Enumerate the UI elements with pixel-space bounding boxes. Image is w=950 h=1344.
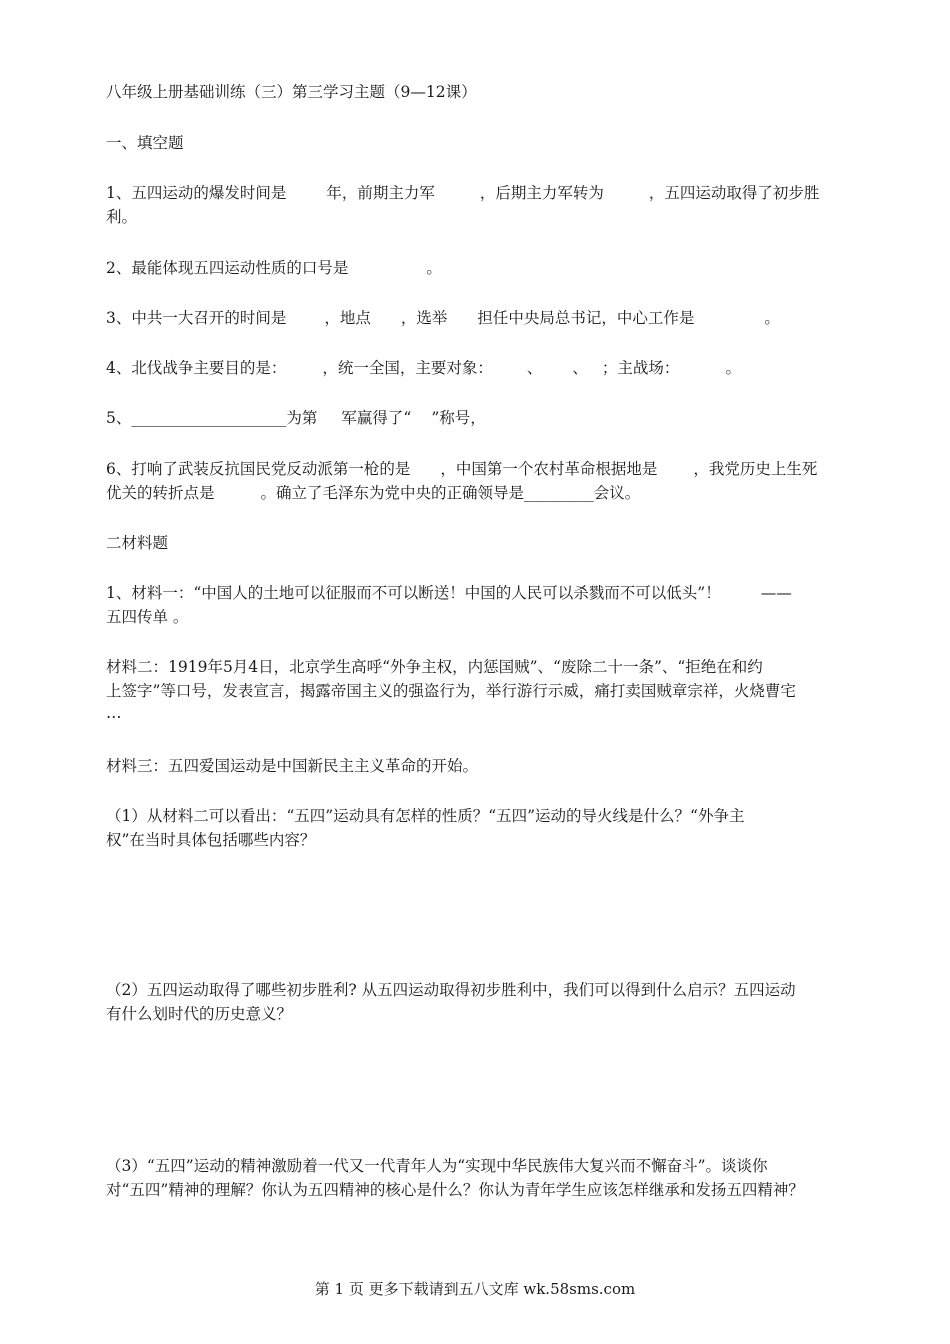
- q1-part-d: ，五四运动取得了初步胜: [648, 184, 820, 202]
- q4-part-c: 、: [526, 359, 543, 377]
- q1-part-a: 1、五四运动的爆发时间是: [106, 184, 287, 202]
- q6-part-d: 优关的转折点是: [106, 484, 215, 502]
- question-3: [106, 306, 866, 330]
- question-4: [106, 356, 866, 380]
- section-heading-material: 二材料题: [106, 534, 169, 552]
- material-1-line-1: [106, 581, 866, 605]
- q4-part-a: 4、北伐战争主要目的是：: [106, 359, 287, 377]
- q1-part-b: 年，前期主力军: [326, 184, 435, 202]
- sub-question-1-line-2: 权”在当时具体包括哪些内容？: [106, 831, 316, 849]
- q4-part-b: ，统一全国，主要对象：: [322, 359, 493, 377]
- question-2: [106, 256, 866, 280]
- q2-part-a: 2、最能体现五四运动性质的口号是: [106, 259, 349, 277]
- document-title: 八年级上册基础训练（三）第三学习主题（9—12课）: [106, 83, 477, 101]
- q6-part-c: ，我党历史上生死: [693, 460, 818, 478]
- q4-part-e: ；主战场：: [601, 359, 680, 377]
- q3-part-a: 3、中共一大召开的时间是: [106, 309, 287, 327]
- sub-question-2-line-2: 有什么划时代的历史意义？: [106, 1005, 293, 1023]
- q6-part-b: ，中国第一个农村革命根据地是: [440, 460, 658, 478]
- sub-question-2-line-1: （2）五四运动取得了哪些初步胜利? 从五四运动取得初步胜利中，我们可以得到什么启示？五四运动: [106, 981, 796, 999]
- question-6-line-1: [106, 457, 866, 481]
- material-1-line-2: 五四传单 。: [106, 608, 189, 626]
- q3-part-e: 。: [764, 309, 780, 327]
- sub-question-3-line-1: （3）“五四”运动的精神激励着一代又一代青年人为“实现中华民族伟大复兴而不懈奋斗”。谈谈你: [106, 1157, 768, 1175]
- sub-question-1-line-1: （1）从材料二可以看出：“五四”运动具有怎样的性质？“五四”运动的导火线是什么？“外争主: [106, 807, 745, 825]
- page-footer: 第 1 页 更多下载请到五八文库 wk.58sms.com: [314, 1280, 636, 1298]
- q3-part-d: 担任中央局总书记，中心工作是: [477, 309, 695, 327]
- section-heading-fill-blank: 一、填空题: [106, 134, 184, 152]
- question-1-line-2: 利。: [106, 208, 138, 226]
- material-3: 材料三：五四爱国运动是中国新民主主义革命的开始。: [106, 757, 479, 775]
- material-2-line-2: 上签字”等口号，发表宣言，揭露帝国主义的强盗行为，举行游行示威，痛打卖国贼章宗祥，火烧曹宅: [106, 682, 796, 700]
- q4-part-f: 。: [725, 359, 741, 377]
- q4-part-d: 、: [572, 359, 588, 377]
- sub-question-3-line-2: 对“五四”精神的理解？你认为五四精神的核心是什么？你认为青年学生应该怎样继承和发扬五四精神？: [106, 1181, 804, 1199]
- m1-quote: 1、材料一：“中国人的土地可以征服而不可以断送！中国的人民可以杀戮而不可以低头”！: [106, 584, 721, 602]
- q5-part-b: 军赢得了“: [341, 409, 412, 427]
- material-2-line-3: …: [106, 704, 122, 722]
- q5-part-a: 5、____________________为第: [106, 409, 318, 427]
- q2-part-b: 。: [426, 259, 442, 277]
- q6-part-e: 。确立了毛泽东为党中央的正确领导是_________会议。: [260, 484, 641, 502]
- q3-part-c: ，选举: [400, 309, 448, 327]
- q1-part-c: ，后期主力军转为: [479, 184, 604, 202]
- m1-dash: ——: [760, 584, 792, 602]
- question-6-line-2: [106, 481, 866, 505]
- material-2-line-1: 材料二：1919年5月4日，北京学生高呼“外争主权，内惩国贼”、“废除二十一条”、“拒绝在和约: [106, 658, 763, 676]
- question-5: [106, 406, 866, 430]
- q3-part-b: ，地点: [324, 309, 371, 327]
- question-1-line-1: [106, 181, 866, 205]
- q5-part-c: ”称号，: [431, 409, 486, 427]
- q6-part-a: 6、打响了武装反抗国民党反动派第一枪的是: [106, 460, 411, 478]
